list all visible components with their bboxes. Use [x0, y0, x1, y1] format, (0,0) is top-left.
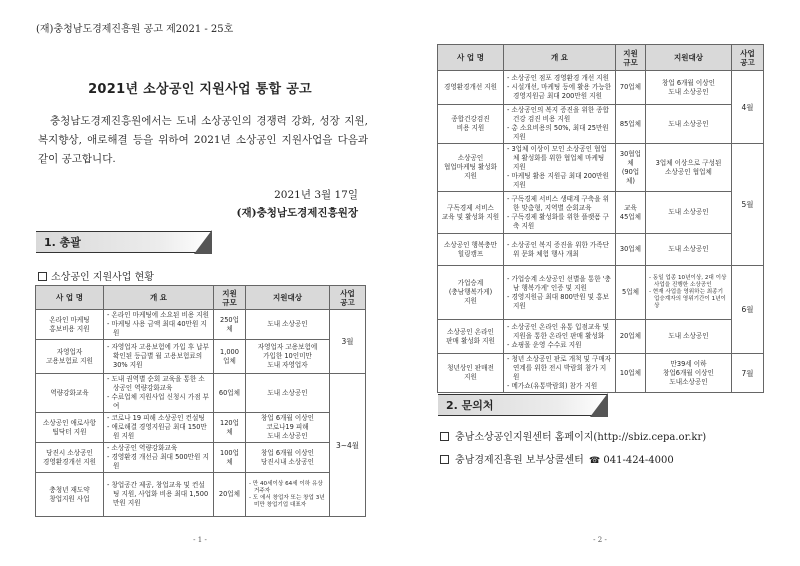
section-header-contact	[438, 394, 608, 416]
callcenter-name: 충남경제진흥원 보부상콜센터	[455, 455, 584, 466]
table-row	[438, 192, 764, 234]
summary-line: - 소상공인의 복지 증진을 위한 종합건강 검진 비용 지원	[507, 106, 610, 123]
table-row	[438, 71, 764, 105]
header-summary: 개 요	[104, 286, 214, 310]
program-period: 3월	[330, 310, 366, 374]
header-period: 사업 공고	[330, 286, 366, 310]
program-name: 경영환경개선 지원	[438, 71, 504, 105]
summary-line: - 총 소요비용의 50%, 최대 25만원 지원	[507, 124, 609, 141]
summary-line: - 마케팅 활용 지원금 최대 200만원 지원	[507, 172, 609, 189]
summary-line: - 온라인 마케팅에 소요된 비용 지원	[107, 311, 210, 319]
summary-line: - 코로나 19 피해 소상공인 컨설팅	[107, 414, 205, 422]
program-target: 도내 소상공인	[646, 320, 732, 354]
header-target: 지원대상	[646, 45, 732, 71]
summary-line: - 도내 권역별 순회 교육을 통한 소상공인 역량강화교육	[107, 375, 205, 392]
target-line: - 도 에서 창업자 또는 창업 3년 미만 창업기업 대표자	[249, 494, 325, 508]
summary-line: - 메가쇼(유통박람회) 참가 지원	[507, 382, 598, 390]
summary-line: - 청년 소상공인 판로 개척 및 구매자 연계를 위한 전시 박람회 참가 지원	[507, 355, 612, 381]
program-period: 7월	[732, 354, 764, 393]
header-program: 사 업 명	[438, 45, 504, 71]
program-target: 도내 소상공인	[246, 374, 330, 413]
summary-line: - 구독경제 서비스 생태계 구축을 위한 맞춤형, 지역별 순회교육	[507, 194, 610, 212]
table-row	[36, 443, 366, 473]
section-title: 2. 문의처	[446, 399, 494, 412]
program-name: 온라인 마케팅 홍보비용 지원	[36, 310, 104, 340]
subsection-title-text: 소상공인 지원사업 현황	[51, 272, 154, 283]
program-name: 구독경제 서비스 교육 및 활성화 지원	[438, 192, 504, 234]
program-period: 5월	[732, 144, 764, 266]
program-target: 3업체 이상으로 구성된 소상공인 협업체	[646, 144, 732, 192]
subsection-title	[38, 268, 154, 283]
program-summary	[504, 354, 616, 393]
program-scale: 60업체	[214, 374, 246, 413]
program-summary	[504, 144, 616, 192]
table-row	[36, 374, 366, 413]
notice-number: (재)충청남도경제진흥원 공고 제2021 - 25호	[36, 24, 234, 35]
intro-paragraph: 충청남도경제진흥원에서는 도내 소상공인의 경쟁력 강화, 성장 지원, 복지향상, 애로해결 등을 위하여 2021년 소상공인 지원사업을 다음과 같이 공고합니다.	[38, 115, 368, 165]
summary-line: - 경영지원금 최대 800만원 및 홍보 지원	[507, 292, 609, 310]
target-line: - 현재 사업을 영위하는 최종기업승계자의 영위기간이 1년이상	[649, 289, 726, 309]
table-row	[36, 413, 366, 443]
summary-line: - 시설개선, 마케팅 등에 활용 가능한 경영지원금 최대 200만원 지원	[507, 83, 612, 100]
program-scale: 30업체	[616, 234, 646, 266]
header-target: 지원대상	[246, 286, 330, 310]
program-scale: 20업체	[616, 320, 646, 354]
table-row	[438, 144, 764, 192]
program-table-part2	[437, 44, 764, 393]
summary-line: - 애로해결 경영지원금 최대 150만원 지원	[107, 423, 207, 440]
contact-callcenter	[440, 451, 674, 466]
program-summary	[104, 374, 214, 413]
program-name: 청년상인 판매전 지원	[438, 354, 504, 393]
program-summary	[104, 473, 214, 517]
table-row	[36, 340, 366, 374]
program-scale: 120업체	[214, 413, 246, 443]
header-summary: 개 요	[504, 45, 616, 71]
program-scale: 5업체	[616, 266, 646, 320]
table-row	[438, 320, 764, 354]
summary-line: - 수료업체 지원사업 신청시 가점 부여	[107, 393, 210, 410]
notice-date: 2021년 3월 17일	[274, 189, 358, 201]
program-summary	[104, 310, 214, 340]
summary-line: - 쇼핑몰 운영 수수료 지원	[507, 341, 582, 349]
program-target: 창업 6개월 이상인 도내 소상공인	[646, 71, 732, 105]
program-summary	[504, 192, 616, 234]
program-summary	[504, 71, 616, 105]
page-title: 2021년 소상공인 지원사업 통합 공고	[88, 82, 312, 97]
program-period: 3~4월	[330, 374, 366, 517]
program-target	[246, 473, 330, 517]
program-summary	[504, 320, 616, 354]
contact-website	[440, 428, 706, 443]
target-line: - 만 40세이상 64세 이하 유상 거주자	[249, 480, 323, 494]
header-program: 사 업 명	[36, 286, 104, 310]
summary-line: - 소상공인 온라인 유통 입점교육 및 지원을 통한 온라인 판매 활성화	[507, 323, 610, 340]
program-scale: 85업체	[616, 105, 646, 144]
program-scale: 1,000 업체	[214, 340, 246, 374]
program-table-part1	[35, 285, 366, 517]
corner-triangle-icon	[194, 230, 212, 254]
program-period: 6월	[732, 266, 764, 354]
table-row	[438, 266, 764, 320]
program-scale: 10업체	[616, 354, 646, 393]
program-target: 도내 소상공인	[646, 192, 732, 234]
summary-line: - 창업공간 제공, 창업교육 및 컨설팅 지원, 사업화 비용 최대 1,500만원 지원	[107, 481, 209, 507]
header-period: 사업 공고	[732, 45, 764, 71]
summary-line: - 3업체 이상이 모인 소상공인 협업체 활성화를 위한 협업체 마케팅 지원	[507, 145, 607, 171]
program-summary	[504, 105, 616, 144]
program-name: 당진시 소상공인 경영환경개선 지원	[36, 443, 104, 473]
program-name: 소상공인 온라인 판매 활성화 지원	[438, 320, 504, 354]
program-name: 자영업자 고용보험료 지원	[36, 340, 104, 374]
program-summary	[104, 443, 214, 473]
section-header-overview	[36, 231, 212, 253]
program-name: 소상공인 애로사항 팁닥터 지원	[36, 413, 104, 443]
table-row	[438, 354, 764, 393]
program-scale: 교육 45업체	[616, 192, 646, 234]
checkbox-square-icon	[440, 432, 449, 441]
table-row	[438, 105, 764, 144]
section-title: 1. 총괄	[44, 236, 81, 249]
checkbox-square-icon	[440, 455, 449, 464]
issuer: (재)충청남도경제진흥원장	[236, 207, 358, 219]
program-summary	[504, 234, 616, 266]
summary-line: - 소상공인 복지 증진을 위한 가족단위 문화 체험 행사 개최	[507, 240, 610, 258]
program-target: 자영업자 고용보험에 가입한 10인미만 도내 자영업자	[246, 340, 330, 374]
program-name: 소상공인 협업마케팅 활성화 지원	[438, 144, 504, 192]
summary-line: - 소상공인 역량강화교육	[107, 444, 178, 452]
corner-triangle-icon	[590, 393, 608, 417]
header-scale: 지원 규모	[214, 286, 246, 310]
contact-website-text[interactable]: 충남소상공인지원센터 홈페이지(http://sbiz.cepa.or.kr)	[455, 432, 707, 443]
program-scale: 20업체	[214, 473, 246, 517]
program-summary	[104, 340, 214, 374]
phone-icon: ☎	[588, 456, 601, 466]
table-row	[36, 310, 366, 340]
program-name: 소상공인 행복충만 힐링캠프	[438, 234, 504, 266]
summary-line: - 경영환경 개선금 최대 500만원 지원	[107, 453, 209, 470]
summary-line: - 소상공인 점포 경영환경 개선 지원	[507, 74, 610, 82]
table-row	[438, 234, 764, 266]
program-summary	[104, 413, 214, 443]
program-summary	[504, 266, 616, 320]
summary-line: - 구독경제 활성화를 위한 플랫폼 구축 지원	[507, 212, 610, 230]
summary-line: - 자영업자 고용보험에 가입 후 납부 확인된 등급별 월 고용보험료의 30% 지원	[107, 343, 210, 369]
program-name: 충청년 재도약 창업지원 사업	[36, 473, 104, 517]
page-2	[400, 0, 800, 566]
program-target: 도내 소상공인	[646, 234, 732, 266]
program-scale: 70업체	[616, 71, 646, 105]
page-number-1: - 1 -	[193, 536, 207, 544]
program-target: 창업 6개월 이상인 당진시내 소상공인	[246, 443, 330, 473]
program-name: 종합건강검진 비용 지원	[438, 105, 504, 144]
program-scale: 100업체	[214, 443, 246, 473]
program-name: 역량강화교육	[36, 374, 104, 413]
summary-line: - 마케팅 사용 금액 최대 40만원 지원	[107, 320, 207, 337]
program-target: 도내 소상공인	[246, 310, 330, 340]
program-target: 만39세 이하 창업6개월 이상인 도내소상공인	[646, 354, 732, 393]
summary-line: - 가업승계 소상공인 선별을 통한 '충남 행복가게' 인증 및 지원	[507, 274, 611, 292]
table-row	[36, 473, 366, 517]
callcenter-phone[interactable]: 041-424-4000	[603, 455, 674, 466]
checkbox-square-icon	[38, 272, 47, 281]
program-scale: 250업체	[214, 310, 246, 340]
program-period: 4월	[732, 71, 764, 144]
header-scale: 지원 규모	[616, 45, 646, 71]
program-scale: 30협업체 (90업체)	[616, 144, 646, 192]
program-target	[646, 266, 732, 320]
program-target: 창업 6개월 이상인 코로나19 피해 도내 소상공인	[246, 413, 330, 443]
program-target: 도내 소상공인	[646, 105, 732, 144]
target-line: - 동일 업종 10년이상, 2대 이상 사업을 진행한 소상공인	[649, 275, 727, 288]
page-number-2: - 2 -	[593, 536, 607, 544]
program-name: 가업승계 (충남행복가게) 지원	[438, 266, 504, 320]
